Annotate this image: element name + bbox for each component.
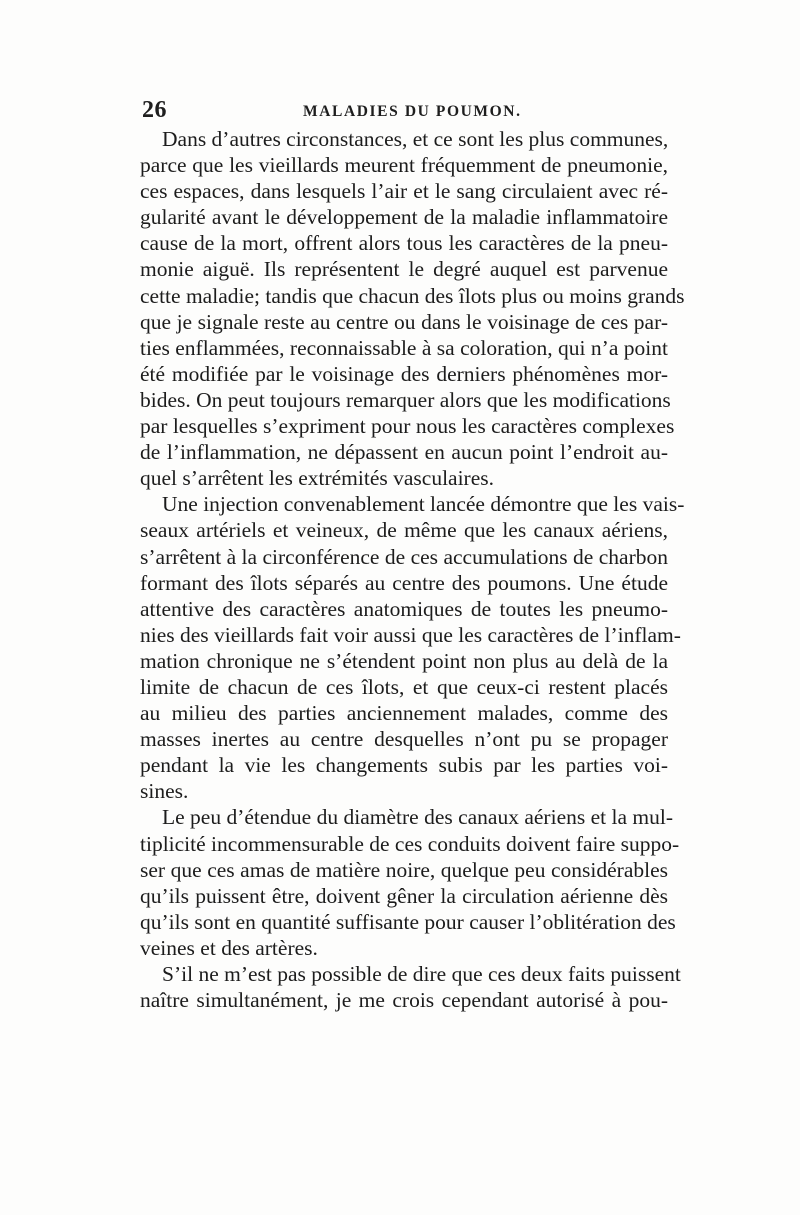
text-line: parce que les vieillards meurent fréquemment de pneumonie, [140, 153, 668, 178]
text-line: pendant la vie les changements subis par les parties voi- [140, 753, 668, 778]
text-line: de l’inflammation, ne dépassent en aucun point l’endroit au- [140, 440, 668, 465]
text-line: monie aiguë. Ils représentent le degré auquel est parvenue [140, 257, 668, 282]
text-line: cette maladie; tandis que chacun des îlots plus ou moins grands [140, 283, 685, 308]
page-header [140, 97, 668, 127]
text-line: nies des vieillards fait voir aussi que les caractères de l’inflam- [140, 622, 681, 647]
text-line: naître simultanément, je me crois cependant autorisé à pou- [140, 988, 668, 1013]
text-line: par lesquelles s’expriment pour nous les caractères complexes [140, 414, 675, 439]
text-line: cause de la mort, offrent alors tous les caractères de la pneu- [140, 231, 668, 256]
text-line: qu’ils puissent être, doivent gêner la circulation aérienne dès [140, 883, 668, 908]
text-line: s’arrêtent à la circonférence de ces accumulations de charbon [140, 544, 668, 569]
text-line: Dans d’autres circonstances, et ce sont les plus communes, [162, 127, 669, 151]
text-line: que je signale reste au centre ou dans le voisinage de ces par- [140, 309, 668, 334]
text-line: au milieu des parties anciennement malades, comme des [140, 701, 668, 726]
text-line: mation chronique ne s’étendent point non plus au delà de la [140, 648, 668, 673]
text-line: sines. [140, 779, 189, 804]
text-line: bides. On peut toujours remarquer alors que les modifications [140, 387, 671, 412]
text-line: attentive des caractères anatomiques de toutes les pneumo- [140, 596, 668, 621]
text-line: Une injection convenablement lancée démontre que les vais- [162, 492, 685, 517]
text-line: masses inertes au centre desquelles n’ont pu se propager [140, 727, 668, 752]
text-line: qu’ils sont en quantité suffisante pour causer l’oblitération des [140, 909, 676, 934]
text-line: ser que ces amas de matière noire, quelque peu considérables [140, 857, 668, 882]
text-line: Le peu d’étendue du diamètre des canaux aériens et la mul- [162, 805, 673, 830]
text-line: tiplicité incommensurable de ces conduits doivent faire suppo- [140, 831, 680, 856]
text-line: ces espaces, dans lesquels l’air et le sang circulaient avec ré- [140, 179, 668, 204]
text-line: limite de chacun de ces îlots, et que ceux-ci restent placés [140, 674, 668, 699]
running-title: MALADIES DU POUMON. [303, 103, 522, 120]
text-line: quel s’arrêtent les extrémités vasculaires. [140, 466, 495, 491]
text-line: seaux artériels et veineux, de même que les canaux aériens, [140, 518, 668, 543]
text-line: veines et des artères. [140, 935, 318, 960]
text-line: formant des îlots séparés au centre des poumons. Une étude [140, 570, 668, 595]
text-line: ties enflammées, reconnaissable à sa coloration, qui n’a point [140, 335, 668, 360]
text-line: été modifiée par le voisinage des derniers phénomènes mor- [140, 361, 668, 386]
text-line: gularité avant le développement de la maladie inflammatoire [140, 205, 668, 230]
body-text [140, 126, 685, 1013]
page-number: 26 [142, 97, 167, 123]
text-line: S’il ne m’est pas possible de dire que ces deux faits puissent [162, 962, 681, 986]
